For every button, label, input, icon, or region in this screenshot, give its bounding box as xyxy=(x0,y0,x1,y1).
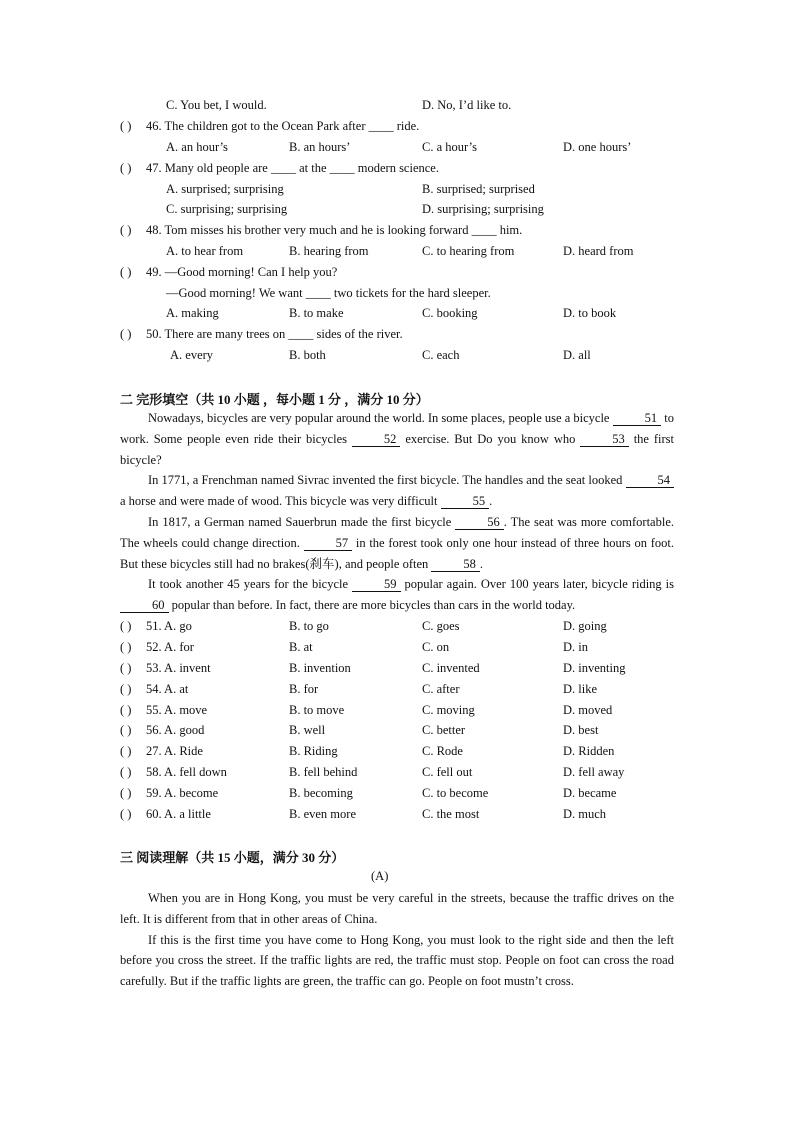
q56-option-a: 56. A. good xyxy=(146,723,205,737)
q60-option-d: D. much xyxy=(563,807,607,821)
q50-stem: 50. There are many trees on ____ sides of the river. xyxy=(146,327,403,341)
answer-paren[interactable]: ( ) xyxy=(120,703,132,717)
blank-52[interactable]: 52 xyxy=(352,432,401,447)
q54-option-d: D. like xyxy=(563,682,598,696)
q53-option-b: B. invention xyxy=(289,661,351,675)
q55-option-c: C. moving xyxy=(422,703,475,717)
blank-57[interactable]: 57 xyxy=(304,536,353,551)
q60-option-c: C. the most xyxy=(422,807,480,821)
q58-option-d: D. fell away xyxy=(563,765,625,779)
section-2-title: 二 完形填空（共 10 小题 ，每小题 1 分 ，满分 10 分） xyxy=(120,392,429,407)
q55-option-d: D. moved xyxy=(563,703,613,717)
blank-60[interactable]: 60 xyxy=(120,598,169,613)
q53-option-c: C. invented xyxy=(422,661,480,675)
q48-stem: 48. Tom misses his brother very much and he is looking forward ____ him. xyxy=(146,223,523,237)
answer-paren[interactable]: ( ) xyxy=(120,327,132,341)
q54-option-b: B. for xyxy=(289,682,319,696)
answer-paren[interactable]: ( ) xyxy=(120,119,132,133)
answer-paren[interactable]: ( ) xyxy=(120,619,132,633)
q58-option-a: 58. A. fell down xyxy=(146,765,227,779)
q47-option-d: D. surprising; surprising xyxy=(422,202,544,216)
q48-option-a: A. to hear from xyxy=(166,244,244,258)
q51-option-a: 51. A. go xyxy=(146,619,192,633)
q48-option-b: B. hearing from xyxy=(289,244,369,258)
q50-option-a: A. every xyxy=(170,348,214,362)
q56-option-b: B. well xyxy=(289,723,326,737)
q52-option-d: D. in xyxy=(563,640,588,654)
cloze-paragraph-2: In 1771, a Frenchman named Sivrac invented the first bicycle. The handles and the seat looked 54 a horse and were made of wood. This bicycle was very difficult 55 . xyxy=(120,470,674,512)
answer-paren[interactable]: ( ) xyxy=(120,786,132,800)
q56-option-c: C. better xyxy=(422,723,466,737)
q51-option-b: B. to go xyxy=(289,619,329,633)
q52-option-c: C. on xyxy=(422,640,450,654)
cloze-paragraph-1: Nowadays, bicycles are very popular around the world. In some places, people use a bicycle 51 to work. Some people even ride their bicycles 52 exercise. But Do you know who 53 the first bicycle? xyxy=(120,411,675,467)
answer-paren[interactable]: ( ) xyxy=(120,161,132,175)
answer-paren[interactable]: ( ) xyxy=(120,265,132,279)
blank-55[interactable]: 55 xyxy=(441,494,490,509)
q50-option-d: D. all xyxy=(563,348,591,362)
q49-stem-2: —Good morning! We want ____ two tickets for the hard sleeper. xyxy=(166,286,491,300)
q59-option-d: D. became xyxy=(563,786,617,800)
blank-54[interactable]: 54 xyxy=(626,473,675,488)
q59-option-b: B. becoming xyxy=(289,786,353,800)
q47-stem: 47. Many old people are ____ at the ____ modern science. xyxy=(146,161,439,175)
q58-option-c: C. fell out xyxy=(422,765,473,779)
q46-option-d: D. one hours’ xyxy=(563,140,632,154)
q48-option-d: D. heard from xyxy=(563,244,634,258)
answer-paren[interactable]: ( ) xyxy=(120,640,132,654)
answer-paren[interactable]: ( ) xyxy=(120,223,132,237)
q53-option-a: 53. A. invent xyxy=(146,661,211,675)
q57-option-d: D. Ridden xyxy=(563,744,615,758)
q57-option-a: 27. A. Ride xyxy=(146,744,203,758)
cloze-paragraph-3: In 1817, a German named Sauerbrun made the first bicycle 56 . The seat was more comfortable. The wheels could change direction. 57 in the forest took only one hour instead of three hours on foot. But these bicycles still had no brakes(刹车), and people often 58 . xyxy=(120,514,675,571)
q58-option-b: B. fell behind xyxy=(289,765,358,779)
answer-paren[interactable]: ( ) xyxy=(120,765,132,779)
section-3-title: 三 阅读理解（共 15 小题，满分 30 分） xyxy=(120,850,345,865)
q46-stem: 46. The children got to the Ocean Park after ____ ride. xyxy=(146,119,420,133)
passage-label: (A) xyxy=(371,869,389,883)
q55-option-b: B. to move xyxy=(289,703,345,717)
q49-option-a: A. making xyxy=(166,306,219,320)
q57-option-b: B. Riding xyxy=(289,744,338,758)
q54-option-c: C. after xyxy=(422,682,460,696)
q55-option-a: 55. A. move xyxy=(146,703,208,717)
q49-option-b: B. to make xyxy=(289,306,344,320)
q51-option-d: D. going xyxy=(563,619,607,633)
blank-58[interactable]: 58 xyxy=(431,557,480,572)
q57-option-c: C. Rode xyxy=(422,744,463,758)
cloze-paragraph-4: It took another 45 years for the bicycle 59 popular again. Over 100 years later, bicycle riding is 60 popular than before. In fact, there are more bicycles than cars in the world today. xyxy=(120,574,674,616)
reading-paragraph-2: If this is the first time you have come to Hong Kong, you must look to the right side and then the left before you cross the street. If the traffic lights are red, the traffic must stop. People on foot can cross the road carefully. But if the traffic lights are green, the traffic can go. People on foot mustn’t cross. xyxy=(120,932,674,989)
q46-option-c: C. a hour’s xyxy=(422,140,477,154)
q59-option-a: 59. A. become xyxy=(146,786,219,800)
q46-option-b: B. an hours’ xyxy=(289,140,351,154)
q52-option-a: 52. A. for xyxy=(146,640,194,654)
answer-paren[interactable]: ( ) xyxy=(120,807,132,821)
blank-56[interactable]: 56 xyxy=(455,515,504,530)
q54-option-a: 54. A. at xyxy=(146,682,189,696)
q52-option-b: B. at xyxy=(289,640,313,654)
answer-paren[interactable]: ( ) xyxy=(120,744,132,758)
cloze-passage xyxy=(120,408,674,616)
q60-option-a: 60. A. a little xyxy=(146,807,211,821)
blank-51[interactable]: 51 xyxy=(613,411,662,426)
q56-option-d: D. best xyxy=(563,723,599,737)
reading-passage-a xyxy=(120,888,674,992)
q59-option-c: C. to become xyxy=(422,786,489,800)
q45-option-c: C. You bet, I would. xyxy=(166,98,267,112)
q47-option-a: A. surprised; surprising xyxy=(166,182,284,196)
q45-option-d: D. No, I’d like to. xyxy=(422,98,512,112)
answer-paren[interactable]: ( ) xyxy=(120,682,132,696)
q50-option-b: B. both xyxy=(289,348,326,362)
q49-stem: 49. —Good morning! Can I help you? xyxy=(146,265,338,279)
q53-option-d: D. inventing xyxy=(563,661,626,675)
q60-option-b: B. even more xyxy=(289,807,356,821)
answer-paren[interactable]: ( ) xyxy=(120,723,132,737)
blank-59[interactable]: 59 xyxy=(352,577,401,592)
answer-paren[interactable]: ( ) xyxy=(120,661,132,675)
q47-option-c: C. surprising; surprising xyxy=(166,202,288,216)
q46-option-a: A. an hour’s xyxy=(166,140,228,154)
blank-53[interactable]: 53 xyxy=(580,432,629,447)
q48-option-c: C. to hearing from xyxy=(422,244,515,258)
q49-option-c: C. booking xyxy=(422,306,478,320)
q47-option-b: B. surprised; surprised xyxy=(422,182,535,196)
q51-option-c: C. goes xyxy=(422,619,460,633)
reading-paragraph-1: When you are in Hong Kong, you must be very careful in the streets, because the traffic drives on the left. It is different from that in other areas of China. xyxy=(120,891,674,926)
q49-option-d: D. to book xyxy=(563,306,617,320)
q50-option-c: C. each xyxy=(422,348,460,362)
